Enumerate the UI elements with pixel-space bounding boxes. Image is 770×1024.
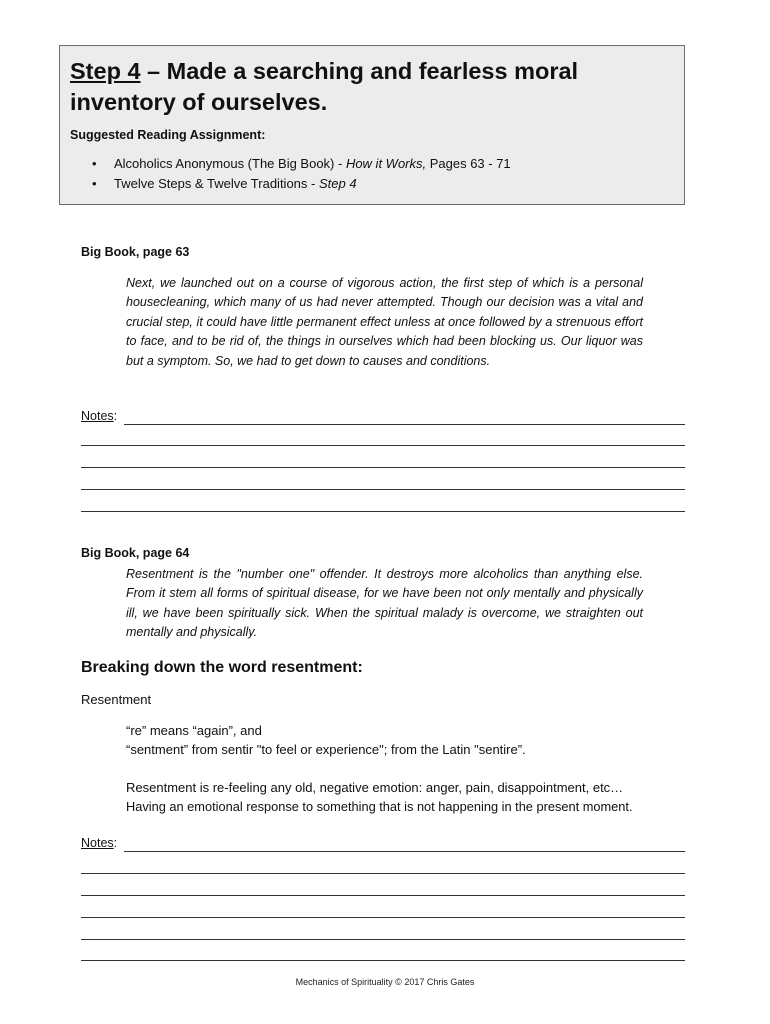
step-header-box <box>59 45 685 205</box>
notes-colon: : <box>113 409 118 423</box>
notes-label-text: Notes <box>81 836 114 850</box>
definition-line-3: Resentment is re-feeling any old, negative emotion: anger, pain, disappointment, etc… <box>126 780 624 795</box>
notes-line[interactable] <box>81 895 685 896</box>
notes-line[interactable] <box>81 939 685 940</box>
quote-page64: Resentment is the "number one" offender. It destroys more alcoholics than anything else. From it stem all forms of spiritual disease, for we have been not only mentally and physically ill, we have been spiritually sick. When the spiritual malady is overcome, we straighten out mentally and physically. <box>126 567 643 640</box>
reading-assignment-label: Suggested Reading Assignment: <box>70 128 266 142</box>
bullet-icon: • <box>92 176 97 191</box>
bullet-icon: • <box>92 156 97 171</box>
notes-label-text: Notes <box>81 409 114 423</box>
reading-item-text: Twelve Steps & Twelve Traditions - <box>114 176 319 191</box>
quote-page63: Next, we launched out on a course of vigorous action, the first step of which is a personal housecleaning, which many of us had never attempted. Though our decision was a vital and crucial step, it could have little permanent effect unless at once followed by a strenuous effort to face, and to be rid of, the things in ourselves which had been blocking us. Our liquor was but a symptom. So, we had to get down to causes and conditions. <box>126 276 643 368</box>
notes-line[interactable] <box>81 960 685 961</box>
resentment-word: Resentment <box>81 692 152 707</box>
reading-item <box>70 154 674 174</box>
title-text-line2: inventory of ourselves. <box>70 89 328 115</box>
reading-item <box>70 174 674 194</box>
notes-line[interactable] <box>81 873 685 874</box>
notes-line[interactable] <box>81 467 685 468</box>
notes-label-1 <box>81 409 685 423</box>
page-title <box>70 56 674 118</box>
reading-item-suffix: Pages 63 - 71 <box>426 156 511 171</box>
definition-line-2: “sentment” from sentir "to feel or experience"; from the Latin "sentire”. <box>126 742 526 757</box>
notes-line[interactable] <box>124 851 685 852</box>
notes-line[interactable] <box>81 917 685 918</box>
reading-item-italic: How it Works, <box>345 156 427 171</box>
section-heading-page63: Big Book, page 63 <box>81 245 190 259</box>
notes-line[interactable] <box>81 511 685 512</box>
title-text: – Made a searching and fearless moral <box>140 58 579 84</box>
breakdown-heading: Breaking down the word resentment: <box>81 659 363 676</box>
definition-line-1: “re” means “again”, and <box>126 723 262 738</box>
step-label: Step 4 <box>70 58 141 84</box>
reading-item-italic: Step 4 <box>318 176 357 191</box>
reading-list <box>70 154 674 194</box>
section-heading-page64: Big Book, page 64 <box>81 546 190 560</box>
notes-line[interactable] <box>81 445 685 446</box>
notes-label-2 <box>81 836 685 850</box>
reading-item-text: Alcoholics Anonymous (The Big Book) - <box>114 156 346 171</box>
notes-line[interactable] <box>81 489 685 490</box>
definition-line-4: Having an emotional response to something that is not happening in the present moment. <box>126 799 633 814</box>
notes-colon: : <box>113 836 118 850</box>
page-footer: Mechanics of Spirituality © 2017 Chris Gates <box>295 977 475 987</box>
notes-line[interactable] <box>124 424 685 425</box>
